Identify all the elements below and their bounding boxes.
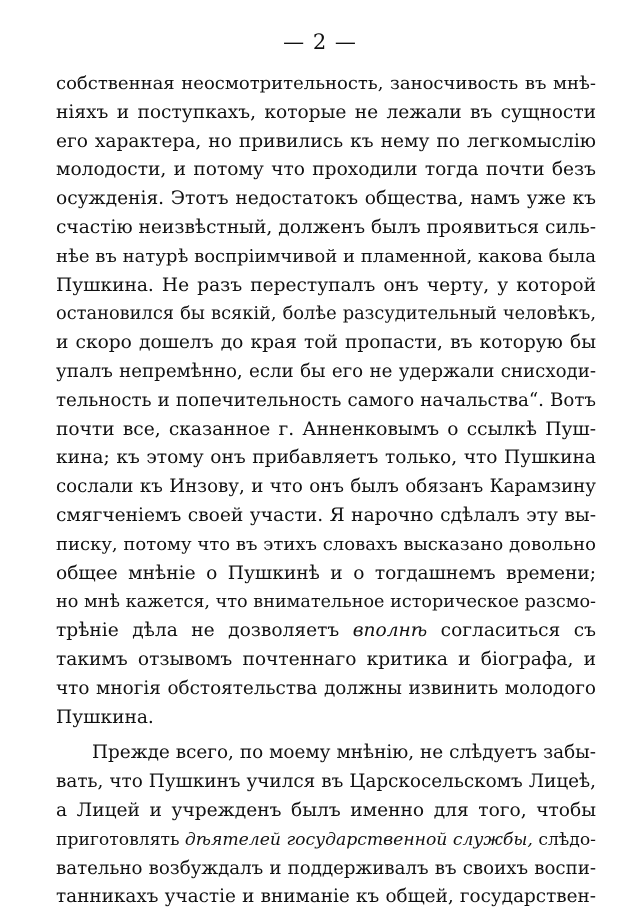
text-line: но мнѣ кажется, что внимательное историческое разсмо- <box>56 592 596 613</box>
paragraph-gap <box>56 732 596 739</box>
text-line: вательно возбуждалъ и поддерживалъ въ своихъ воспи- <box>56 857 596 879</box>
text-line: общее мнѣніе о Пушкинѣ и о тогдашнемъ времени; <box>56 562 596 584</box>
text-line: упалъ непремѣнно, если бы его не удержали снисходи- <box>56 360 596 382</box>
text-line: вать, что Пушкинъ учился въ Царскосельскомъ Лицеѣ, <box>56 771 596 793</box>
text-line: сослали къ Инзову, и что онъ былъ обязанъ Карамзину <box>56 476 596 498</box>
body-text <box>56 70 596 912</box>
text-line: тельность и попечительность самого начальства“. Вотъ <box>56 389 596 411</box>
text-line: и скоро дошелъ до края той пропасти, въ которую бы <box>56 332 596 354</box>
emphasized-phrase: дѣятелей государственной службы, <box>184 829 533 850</box>
text-line: Прежде всего, по моему мнѣнію, не слѣдуетъ забы- <box>92 742 596 764</box>
line-segment: приготовлять <box>56 829 185 850</box>
text-line: собственная неосмотрительность, заносчивость въ мнѣ- <box>56 73 596 94</box>
text-line: почти все, сказанное г. Анненковымъ о ссылкѣ Пуш- <box>56 418 596 440</box>
text-line: кина; къ этому онъ прибавляетъ только, что Пушкина <box>56 447 596 469</box>
text-line: ніяхъ и поступкахъ, которые не лежали въ сущности <box>56 101 596 123</box>
text-line: такимъ отзывомъ почтеннаго критика и біографа, и <box>56 648 596 670</box>
paragraph-2 <box>56 739 596 912</box>
text-line: писку, потому что въ этихъ словахъ высказано довольно <box>56 533 596 555</box>
text-line: танникахъ участіе и вниманіе къ общей, государствен- <box>56 886 596 908</box>
text-line: нѣе въ натурѣ воспріимчивой и пламенной, какова была <box>56 245 596 267</box>
text-line: смягченіемъ своей участи. Я нарочно сдѣлалъ эту вы- <box>56 504 596 526</box>
text-line: счастію неизвѣстный, долженъ былъ проявиться силь- <box>56 216 597 238</box>
text-line-with-emphasis <box>56 617 596 646</box>
text-line: осужденія. Этотъ недостатокъ общества, намъ уже къ <box>56 188 596 210</box>
text-line: что многія обстоятельства должны извинить молодого <box>56 677 596 699</box>
text-line: его характера, но привились къ нему по легкомыслію <box>56 130 596 152</box>
paragraph-1 <box>56 70 596 732</box>
line-segment: слѣдо- <box>532 829 596 850</box>
line-segment: согласиться съ <box>427 620 597 642</box>
text-line: а Лицей и учрежденъ былъ именно для того, чтобы <box>56 799 596 821</box>
line-segment: трѣніе дѣла не дозволяетъ <box>56 620 353 642</box>
emphasized-word: вполнѣ <box>352 620 428 642</box>
text-line: Пушкина. <box>56 706 154 728</box>
text-line: молодости, и потому что проходили тогда почти безъ <box>56 159 596 181</box>
text-line: Пушкина. Не разъ переступалъ онъ черту, у которой <box>56 274 596 296</box>
page-number: — 2 — <box>283 30 357 54</box>
text-line: остановился бы всякій, болѣе разсудительный человѣкъ, <box>56 303 596 325</box>
text-line-with-emphasis <box>56 826 596 855</box>
